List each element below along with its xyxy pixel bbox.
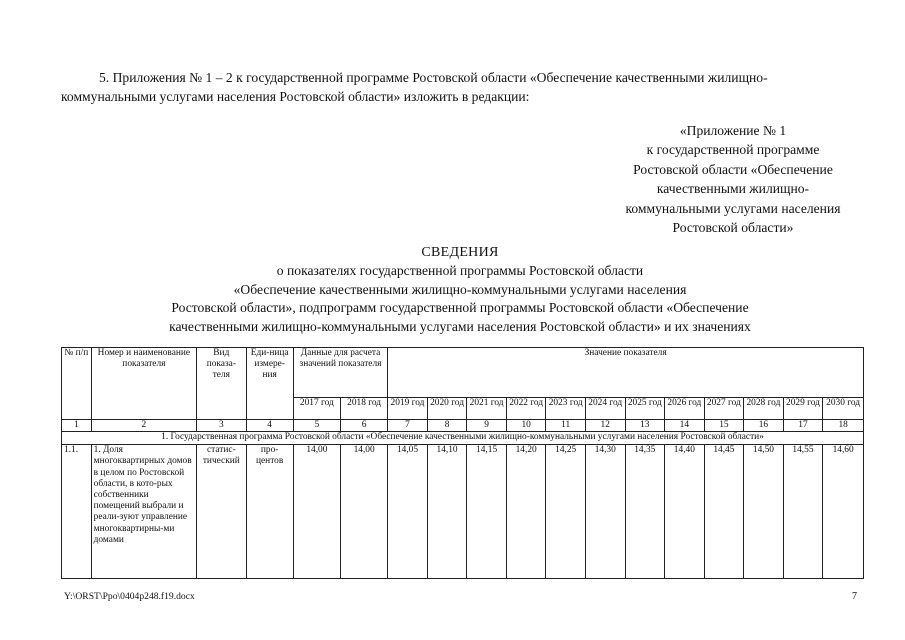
value-cell: 14,35 — [625, 445, 665, 579]
row-type: статис-тический — [197, 445, 246, 579]
column-number: 1 — [62, 420, 92, 432]
heading-line: «Обеспечение качественными жилищно-коммунальными услугами населения — [233, 281, 687, 297]
header-unit: Еди-ница измере-ния — [246, 348, 293, 420]
indicators-table — [61, 347, 864, 579]
row-no: 1.1. — [62, 445, 92, 579]
page-number: 7 — [852, 591, 857, 602]
year-header: 2019 год — [388, 398, 428, 420]
column-number: 17 — [783, 420, 823, 432]
column-number: 11 — [546, 420, 586, 432]
column-number: 12 — [585, 420, 625, 432]
appendix-line: «Приложение № 1 — [679, 123, 787, 138]
row-name: 1. Доля многоквартирных домов в целом по Ростовской области, в кото-рых собственники помещений выбрали и реали-зуют управление многоквартирны-ми домами — [91, 445, 196, 579]
heading-line: качественными жилищно-коммунальными услугами населения Ростовской области» и их значениях — [169, 318, 751, 334]
appendix-line: качественными жилищно- — [656, 181, 810, 197]
column-number: 7 — [388, 420, 428, 432]
year-header: 2021 год — [467, 398, 507, 420]
appendix-caption — [598, 121, 868, 237]
column-number: 5 — [293, 420, 340, 432]
year-header: 2018 год — [341, 398, 388, 420]
paragraph-line: 5. Приложения № 1 – 2 к государственной программе Ростовской области «Обеспечение качественными жилищно- — [99, 70, 768, 85]
appendix-line: к государственной программе — [646, 142, 820, 158]
column-number: 10 — [506, 420, 546, 432]
header-no: № п/п — [62, 348, 92, 420]
column-number: 2 — [91, 420, 196, 432]
value-cell: 14,00 — [341, 445, 388, 579]
value-cell: 14,45 — [704, 445, 744, 579]
heading-title: СВЕДЕНИЯ — [421, 245, 499, 260]
value-cell: 14,60 — [823, 445, 864, 579]
table-header-row — [62, 348, 864, 398]
year-header: 2024 год — [585, 398, 625, 420]
value-cell: 14,30 — [585, 445, 625, 579]
amendment-paragraph — [61, 68, 861, 106]
value-cell: 14,25 — [546, 445, 586, 579]
column-number: 13 — [625, 420, 665, 432]
heading-line: Ростовской области», подпрограмм государственной программы Ростовской области «Обеспечение — [171, 300, 749, 316]
value-cell: 14,50 — [744, 445, 784, 579]
document-heading — [60, 244, 860, 336]
section-title: 1. Государственная программа Ростовской области «Обеспечение качественными жилищно-коммунальными услугами населения Ростовской области» — [62, 432, 864, 445]
row-unit: про-центов — [246, 445, 293, 579]
column-number: 6 — [341, 420, 388, 432]
year-header: 2022 год — [506, 398, 546, 420]
column-numbers-row — [62, 420, 864, 432]
column-number: 14 — [665, 420, 705, 432]
value-cell: 14,55 — [783, 445, 823, 579]
year-header: 2026 год — [665, 398, 705, 420]
year-header: 2027 год — [704, 398, 744, 420]
year-header: 2029 год — [783, 398, 823, 420]
header-type: Вид показа-теля — [197, 348, 246, 420]
value-cell: 14,20 — [506, 445, 546, 579]
appendix-line: Ростовской области «Обеспечение — [633, 161, 833, 177]
table-row — [62, 445, 864, 579]
year-header: 2030 год — [823, 398, 864, 420]
year-header: 2028 год — [744, 398, 784, 420]
heading-line: о показателях государственной программы Ростовской области — [276, 263, 644, 279]
year-header: 2023 год — [546, 398, 586, 420]
column-number: 16 — [744, 420, 784, 432]
column-number: 3 — [197, 420, 246, 432]
year-header: 2020 год — [427, 398, 467, 420]
header-values: Значение показателя — [388, 348, 864, 398]
value-cell: 14,00 — [293, 445, 340, 579]
year-header: 2025 год — [625, 398, 665, 420]
file-path-footer: Y:\ORST\Ppo\0404p248.f19.docx — [64, 591, 195, 602]
appendix-line: Ростовской области» — [672, 220, 794, 236]
column-number: 8 — [427, 420, 467, 432]
value-cell: 14,05 — [388, 445, 428, 579]
section-row — [62, 432, 864, 445]
column-number: 15 — [704, 420, 744, 432]
column-number: 4 — [246, 420, 293, 432]
year-header: 2017 год — [293, 398, 340, 420]
appendix-line: коммунальными услугами населения — [625, 200, 841, 216]
header-name: Номер и наименование показателя — [91, 348, 196, 420]
column-number: 9 — [467, 420, 507, 432]
column-number: 18 — [823, 420, 864, 432]
paragraph-line: коммунальными услугами населения Ростовской области» изложить в редакции: — [61, 89, 530, 104]
header-calc: Данные для расчета значений показателя — [293, 348, 387, 398]
value-cell: 14,15 — [467, 445, 507, 579]
value-cell: 14,10 — [427, 445, 467, 579]
value-cell: 14,40 — [665, 445, 705, 579]
